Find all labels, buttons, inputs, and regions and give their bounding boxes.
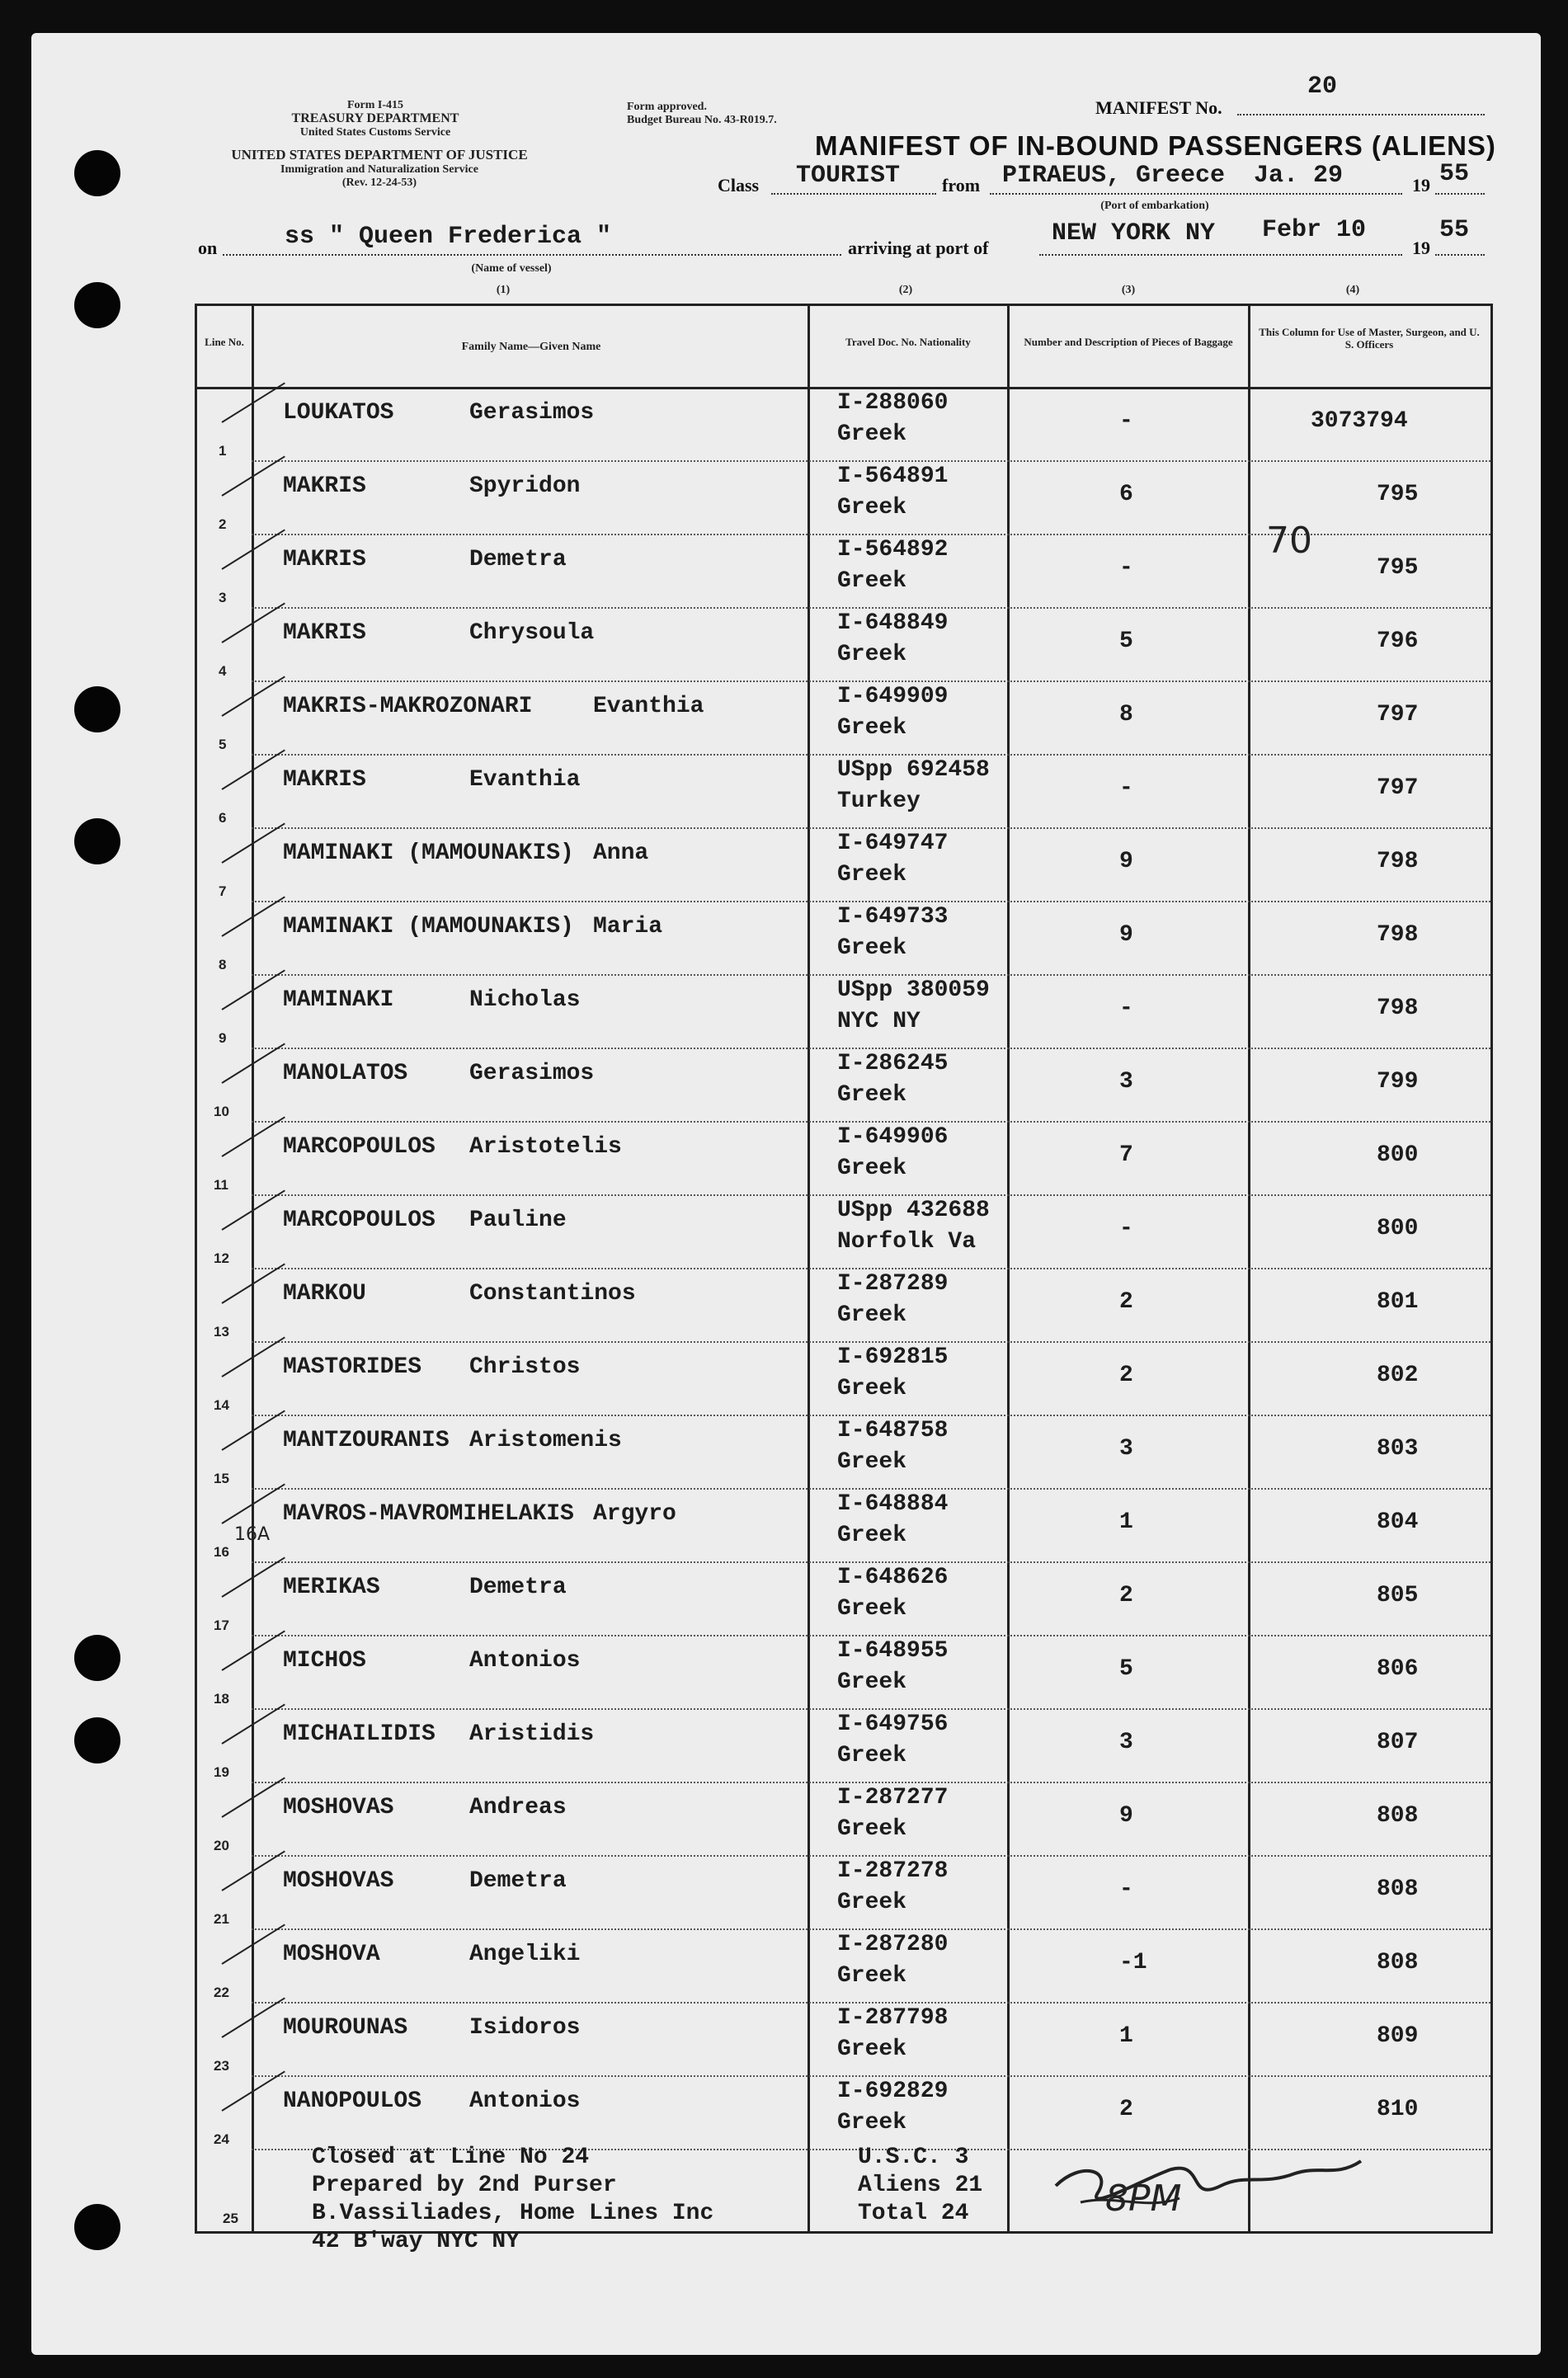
line-number: 17 (214, 1618, 229, 1633)
baggage-count: 9 (1119, 922, 1133, 948)
manifest-no-line (1237, 114, 1485, 115)
given-name: Gerasimos (469, 1061, 595, 1086)
header-travel-doc: Travel Doc. No. Nationality (845, 336, 971, 348)
row-divider (252, 1561, 1490, 1563)
form-approved: Form approved. (627, 101, 707, 113)
given-name: Demetra (469, 547, 567, 572)
officer-entry: 799 (1377, 1069, 1419, 1095)
family-name: MAMINAKI (MAMOUNAKIS) (283, 914, 574, 939)
baggage-count: - (1119, 408, 1133, 434)
given-name: Antonios (469, 2088, 581, 2114)
travel-doc-no: I-287280 (837, 1932, 949, 1957)
nationality: Greek (837, 568, 907, 594)
depart-date: Ja. 29 (1254, 162, 1344, 190)
given-name: Demetra (469, 1575, 567, 1600)
year-value-1: 55 (1439, 160, 1470, 188)
family-name: MOUROUNAS (283, 2015, 408, 2041)
given-name: Nicholas (469, 987, 581, 1013)
row-divider (252, 1928, 1490, 1930)
given-name: Argyro (593, 1501, 676, 1527)
row-divider (252, 974, 1490, 976)
nationality: Turkey (837, 789, 921, 814)
punch-hole (74, 2204, 120, 2250)
line-number: 19 (214, 1764, 229, 1780)
revision-date: (Rev. 12-24-53) (341, 177, 417, 189)
nationality: Greek (837, 2037, 907, 2062)
officer-entry: 800 (1377, 1216, 1419, 1241)
baggage-count: 1 (1119, 1509, 1133, 1535)
nationality: Greek (837, 935, 907, 961)
travel-doc-no: I-692829 (837, 2079, 949, 2104)
vessel-line (223, 254, 841, 256)
purser-name: B.Vassiliades, Home Lines Inc (312, 2201, 714, 2226)
family-name: MICHAILIDIS (283, 1721, 436, 1747)
row-divider (252, 680, 1490, 682)
handwritten-initials: 8PM (1105, 2178, 1182, 2220)
header-officers: This Column for Use of Master, Surgeon, and U. S. Officers (1259, 326, 1480, 351)
family-name: MAKRIS (283, 767, 366, 793)
line-number: 23 (214, 2058, 229, 2074)
line-number: 9 (219, 1030, 227, 1046)
nationality: Greek (837, 1376, 907, 1401)
family-name: MARKOU (283, 1281, 366, 1307)
punch-hole (74, 818, 120, 864)
travel-doc-no: USpp 432688 (837, 1198, 990, 1223)
travel-doc-no: I-649906 (837, 1124, 949, 1150)
total-passengers: Total 24 (858, 2201, 969, 2226)
officer-entry: 810 (1377, 2097, 1419, 2122)
family-name: MANOLATOS (283, 1061, 408, 1086)
family-name: MAVROS-MAVROMIHELAKIS (283, 1501, 574, 1527)
closed-at-line: Closed at Line No 24 (312, 2145, 590, 2170)
baggage-count: 1 (1119, 2023, 1133, 2049)
baggage-count: - (1119, 1877, 1133, 1902)
travel-doc-no: I-287798 (837, 2005, 949, 2031)
header-line-no: Line No. (205, 336, 244, 348)
from-value: PIRAEUS, Greece (1002, 162, 1226, 190)
officer-entry: 802 (1377, 1363, 1419, 1388)
nationality: Greek (837, 1302, 907, 1328)
row-divider (252, 1121, 1490, 1123)
manifest-no-value: 20 (1307, 73, 1338, 101)
travel-doc-no: I-288060 (837, 390, 949, 416)
given-name: Christos (469, 1354, 581, 1380)
row-divider (252, 1708, 1490, 1710)
family-name: MOSHOVAS (283, 1868, 394, 1894)
nationality: Greek (837, 1816, 907, 1842)
line-number: 15 (214, 1471, 229, 1486)
line-number: 20 (214, 1838, 229, 1853)
from-line (990, 193, 1402, 195)
year-value-2: 55 (1439, 216, 1470, 244)
row-divider (252, 1415, 1490, 1416)
officer-entry: 808 (1377, 1877, 1419, 1902)
family-name: MANTZOURANIS (283, 1428, 450, 1453)
year-line-2 (1435, 254, 1485, 256)
nationality: Greek (837, 1082, 907, 1108)
travel-doc-no: I-649747 (837, 831, 949, 856)
customs-service: United States Customs Service (299, 126, 451, 139)
line-number: 4 (219, 663, 227, 679)
col-num-3: (3) (1121, 284, 1136, 296)
officer-entry: 795 (1377, 555, 1419, 581)
line-number: 5 (219, 737, 227, 752)
family-name: MASTORIDES (283, 1354, 422, 1380)
family-name: MAMINAKI (283, 987, 394, 1013)
officer-entry: 801 (1377, 1289, 1419, 1315)
baggage-count: 2 (1119, 2097, 1133, 2122)
nationality: Greek (837, 715, 907, 741)
col-num-1: (1) (496, 284, 511, 296)
baggage-count: 2 (1119, 1583, 1133, 1608)
baggage-count: 9 (1119, 1803, 1133, 1829)
officer-entry: 808 (1377, 1950, 1419, 1975)
travel-doc-no: USpp 692458 (837, 757, 990, 783)
given-name: Pauline (469, 1208, 567, 1233)
row-divider (252, 607, 1490, 609)
punch-hole (74, 686, 120, 732)
line-number: 18 (214, 1691, 229, 1707)
baggage-count: 5 (1119, 629, 1133, 654)
class-label: Class (718, 175, 760, 195)
travel-doc-no: I-648758 (837, 1418, 949, 1443)
justice-dept: UNITED STATES DEPARTMENT OF JUSTICE (231, 147, 528, 162)
line-number: 16 (214, 1544, 229, 1560)
year-prefix-1: 19 (1412, 175, 1430, 195)
officer-entry: 805 (1377, 1583, 1419, 1608)
line-number: 21 (214, 1911, 229, 1927)
given-name: Angeliki (469, 1942, 581, 1967)
nationality: Greek (837, 1449, 907, 1475)
officer-entry: 807 (1377, 1730, 1419, 1755)
punch-hole (74, 150, 120, 196)
baggage-count: 3 (1119, 1730, 1133, 1755)
header-name: Family Name—Given Name (461, 341, 601, 353)
nationality: Greek (837, 1669, 907, 1695)
officer-entry: 803 (1377, 1436, 1419, 1462)
nationality: Greek (837, 1523, 907, 1548)
officer-entry: 809 (1377, 2023, 1419, 2049)
treasury-dept: TREASURY DEPARTMENT (291, 111, 459, 125)
given-name: Anna (593, 841, 649, 866)
nationality: Greek (837, 495, 907, 520)
row-divider (252, 1782, 1490, 1783)
nationality: Greek (837, 1963, 907, 1989)
total-aliens: Aliens 21 (858, 2173, 983, 2198)
baggage-count: 3 (1119, 1436, 1133, 1462)
row-divider (252, 460, 1490, 462)
baggage-count: 5 (1119, 1656, 1133, 1682)
line-number: 1 (219, 443, 227, 459)
line-number: 7 (219, 883, 227, 899)
baggage-count: 8 (1119, 702, 1133, 728)
line-number: 3 (219, 590, 227, 605)
given-name: Aristidis (469, 1721, 595, 1747)
travel-doc-no: I-287277 (837, 1785, 949, 1811)
family-name: MAKRIS-MAKROZONARI (283, 694, 533, 719)
officer-entry: 795 (1377, 482, 1419, 507)
handwritten-16a: 16A (234, 1524, 271, 1545)
arrival-line (1039, 254, 1402, 256)
nationality: Greek (837, 421, 907, 447)
travel-doc-no: I-649756 (837, 1712, 949, 1737)
family-name: MAKRIS (283, 547, 366, 572)
baggage-count: 2 (1119, 1363, 1133, 1388)
officer-entry: 796 (1377, 629, 1419, 654)
line-number: 6 (219, 810, 227, 826)
nationality: Greek (837, 1596, 907, 1622)
travel-doc-no: I-564891 (837, 464, 949, 489)
punch-hole (74, 1717, 120, 1763)
row-divider (252, 754, 1490, 756)
header-divider (197, 387, 1490, 389)
row-divider (252, 1341, 1490, 1343)
officer-entry: 798 (1377, 849, 1419, 874)
row-divider (252, 901, 1490, 902)
family-name: MERIKAS (283, 1575, 380, 1600)
form-number: Form I-415 (346, 99, 404, 111)
nationality: Greek (837, 862, 907, 888)
line-number: 12 (214, 1250, 229, 1266)
col-num-4: (4) (1345, 284, 1360, 296)
vessel-name: ss " Queen Frederica " (285, 223, 612, 251)
line-number: 8 (219, 957, 227, 972)
baggage-count: - (1119, 775, 1133, 801)
family-name: MARCOPOULOS (283, 1134, 436, 1160)
manifest-no-label: MANIFEST No. (1095, 97, 1222, 118)
given-name: Isidoros (469, 2015, 581, 2041)
on-label: on (198, 238, 218, 258)
line-number: 14 (214, 1397, 229, 1413)
row-divider (252, 2002, 1490, 2004)
baggage-count: 6 (1119, 482, 1133, 507)
row-divider (252, 1194, 1490, 1196)
baggage-count: 3 (1119, 1069, 1133, 1095)
family-name: MOSHOVAS (283, 1795, 394, 1820)
baggage-count: 2 (1119, 1289, 1133, 1315)
travel-doc-no: I-564892 (837, 537, 949, 563)
baggage-count: - (1119, 996, 1133, 1021)
officer-entry: 800 (1377, 1142, 1419, 1168)
given-name: Demetra (469, 1868, 567, 1894)
passenger-table (195, 304, 1493, 2234)
row-divider (252, 1635, 1490, 1636)
row-divider (252, 1488, 1490, 1490)
given-name: Chrysoula (469, 620, 595, 646)
baggage-count: 9 (1119, 849, 1133, 874)
given-name: Evanthia (593, 694, 704, 719)
officer-entry: 798 (1377, 996, 1419, 1021)
row-divider (252, 827, 1490, 829)
nationality: Greek (837, 642, 907, 667)
officer-entry: 806 (1377, 1656, 1419, 1682)
family-name: MAKRIS (283, 473, 366, 499)
officer-entry: 808 (1377, 1803, 1419, 1829)
given-name: Aristotelis (469, 1134, 622, 1160)
given-name: Antonios (469, 1648, 581, 1674)
family-name: MAKRIS (283, 620, 366, 646)
baggage-count: - (1119, 555, 1133, 581)
port-embark-label: (Port of embarkation) (1100, 200, 1209, 212)
signature-scrawl (1048, 2136, 1377, 2227)
travel-doc-no: USpp 380059 (837, 977, 990, 1003)
officer-entry: 797 (1377, 775, 1419, 801)
purser-address: 42 B'way NYC NY (312, 2229, 520, 2254)
budget-bureau: Budget Bureau No. 43-R019.7. (627, 114, 777, 126)
line-number: 10 (214, 1104, 229, 1119)
handwritten-70: 70 (1266, 520, 1312, 562)
travel-doc-no: I-287289 (837, 1271, 949, 1297)
travel-doc-no: I-648955 (837, 1638, 949, 1664)
line-number: 13 (214, 1324, 229, 1340)
travel-doc-no: I-692815 (837, 1344, 949, 1370)
family-name: MOSHOVA (283, 1942, 380, 1967)
row-divider (252, 1048, 1490, 1049)
given-name: Spyridon (469, 473, 581, 499)
given-name: Maria (593, 914, 663, 939)
prepared-by: Prepared by 2nd Purser (312, 2173, 617, 2198)
travel-doc-no: I-648626 (837, 1565, 949, 1590)
line-number-25: 25 (223, 2211, 238, 2226)
family-name: NANOPOULOS (283, 2088, 422, 2114)
travel-doc-no: I-287278 (837, 1858, 949, 1884)
officer-entry: 804 (1377, 1509, 1419, 1535)
col-num-2: (2) (898, 284, 913, 296)
nationality: Greek (837, 1743, 907, 1768)
row-divider (252, 1855, 1490, 1857)
year-line-1 (1435, 193, 1485, 195)
total-usc: U.S.C. 3 (858, 2145, 969, 2170)
arriving-label: arriving at port of (848, 238, 989, 258)
family-name: MAMINAKI (MAMOUNAKIS) (283, 841, 574, 866)
arrival-date: Febr 10 (1262, 216, 1367, 244)
line-number: 2 (219, 516, 227, 532)
given-name: Aristomenis (469, 1428, 622, 1453)
nationality: Greek (837, 1890, 907, 1915)
punch-hole (74, 282, 120, 328)
officer-entry: 3073794 (1311, 408, 1408, 434)
travel-doc-no: I-649909 (837, 684, 949, 709)
officer-entry: 797 (1377, 702, 1419, 728)
family-name: LOUKATOS (283, 400, 394, 426)
travel-doc-no: I-649733 (837, 904, 949, 930)
line-number: 24 (214, 2131, 229, 2147)
baggage-count: 7 (1119, 1142, 1133, 1168)
given-name: Gerasimos (469, 400, 595, 426)
nationality: NYC NY (837, 1009, 921, 1034)
given-name: Evanthia (469, 767, 581, 793)
travel-doc-no: I-648884 (837, 1491, 949, 1517)
line-number: 11 (214, 1177, 228, 1193)
family-name: MICHOS (283, 1648, 366, 1674)
given-name: Constantinos (469, 1281, 636, 1307)
travel-doc-no: I-648849 (837, 610, 949, 636)
given-name: Andreas (469, 1795, 567, 1820)
row-divider (252, 1268, 1490, 1269)
vessel-label: (Name of vessel) (471, 262, 552, 275)
from-label: from (942, 175, 981, 195)
manifest-title: MANIFEST OF IN-BOUND PASSENGERS (ALIENS) (815, 130, 1496, 161)
nationality: Greek (837, 1156, 907, 1181)
arrival-port: NEW YORK NY (1052, 219, 1216, 247)
row-divider (252, 2075, 1490, 2077)
immigration-service: Immigration and Naturalization Service (280, 163, 478, 176)
class-line (771, 193, 936, 195)
punch-hole (74, 1635, 120, 1681)
baggage-count: - (1119, 1216, 1133, 1241)
class-value: TOURIST (796, 162, 901, 190)
nationality: Norfolk Va (837, 1229, 977, 1255)
line-number: 22 (214, 1985, 229, 2000)
travel-doc-no: I-286245 (837, 1051, 949, 1076)
year-prefix-2: 19 (1412, 238, 1430, 258)
nationality: Greek (837, 2110, 907, 2135)
baggage-count: -1 (1119, 1950, 1147, 1975)
officer-entry: 798 (1377, 922, 1419, 948)
header-baggage: Number and Description of Pieces of Baggage (1024, 336, 1233, 348)
family-name: MARCOPOULOS (283, 1208, 436, 1233)
